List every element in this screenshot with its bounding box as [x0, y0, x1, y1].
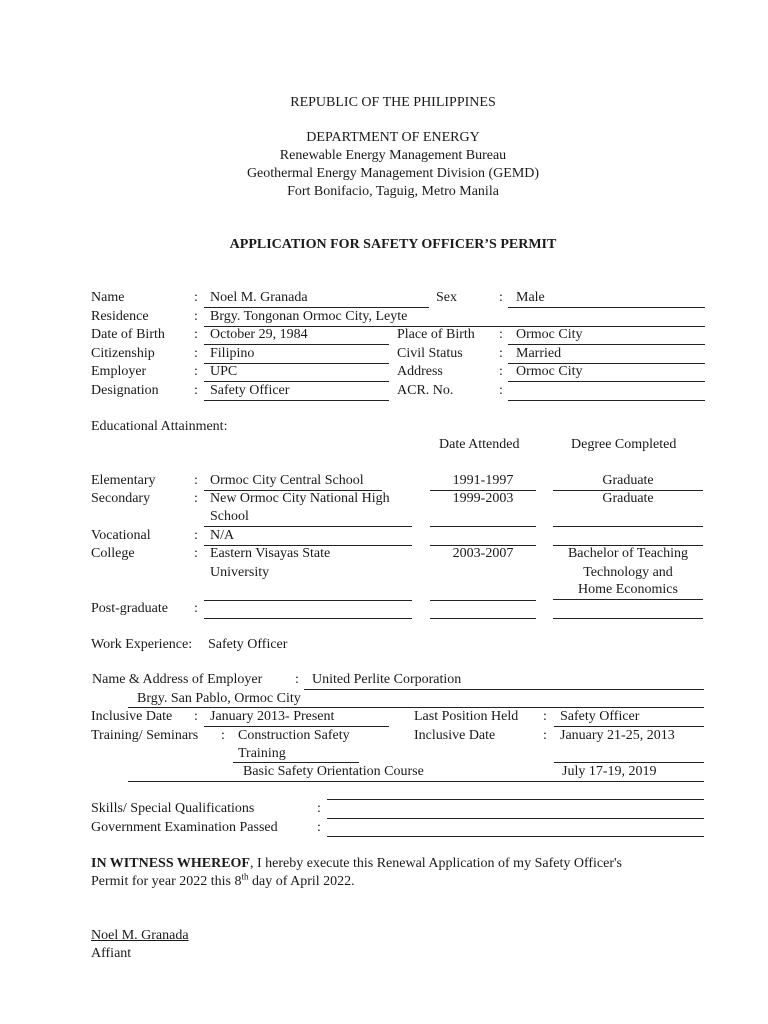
page-title: APPLICATION FOR SAFETY OFFICER’S PERMIT — [229, 237, 557, 252]
edu-level: Post-graduate — [91, 601, 168, 616]
last-position-label: Last Position Held — [414, 709, 519, 724]
sex-value: Male — [516, 290, 545, 305]
work-experience-label: Work Experience: — [91, 637, 193, 652]
training-label: Training/ Seminars — [91, 728, 199, 743]
civil-status-value: Married — [516, 346, 562, 361]
colon: : — [194, 601, 198, 616]
colon: : — [317, 801, 321, 816]
colon: : — [543, 728, 547, 743]
edu-degree: Graduate — [602, 473, 654, 488]
inclusive-date-label: Inclusive Date — [91, 709, 173, 724]
training-1-value: Construction Safety — [238, 728, 350, 743]
name-label: Name — [91, 290, 125, 305]
address-value: Ormoc City — [516, 364, 583, 379]
colon: : — [499, 290, 503, 305]
colon: : — [194, 309, 198, 324]
employer-name-value: United Perlite Corporation — [312, 672, 462, 687]
edu-level: Vocational — [91, 528, 151, 543]
training-2-underline — [128, 781, 704, 782]
pob-value: Ormoc City — [516, 327, 583, 342]
header-republic: REPUBLIC OF THE PHILIPPINES — [290, 95, 496, 110]
edu-underline — [430, 526, 536, 527]
pob-label: Place of Birth — [397, 327, 475, 342]
edu-underline — [204, 600, 412, 601]
employer-address-value: Brgy. San Pablo, Ormoc City — [137, 691, 301, 706]
edu-underline — [553, 599, 703, 600]
witness-text: Permit for year 2022 this 8 — [91, 874, 242, 889]
colon: : — [194, 327, 198, 342]
edu-school: Ormoc City Central School — [210, 473, 364, 488]
witness-statement — [91, 855, 622, 873]
residence-label: Residence — [91, 309, 149, 324]
edu-date: 2003-2007 — [452, 546, 514, 561]
header-division: Geothermal Energy Management Division (GEMD) — [246, 166, 540, 181]
residence-value: Brgy. Tongonan Ormoc City, Leyte — [210, 309, 408, 324]
designation-value: Safety Officer — [210, 383, 290, 398]
colon: : — [194, 709, 198, 724]
exam-underline — [327, 836, 704, 837]
colon: : — [499, 346, 503, 361]
edu-degree-cont: Home Economics — [578, 582, 678, 597]
employer-name-label: Name & Address of Employer — [92, 672, 263, 687]
sex-underline — [508, 307, 705, 308]
colon: : — [499, 364, 503, 379]
citizenship-label: Citizenship — [91, 346, 155, 361]
colon: : — [194, 491, 198, 506]
civil-status-label: Civil Status — [397, 346, 463, 361]
witness-text: day of April 2022. — [248, 874, 355, 889]
edu-date: 1991-1997 — [452, 473, 514, 488]
acr-underline — [508, 400, 705, 401]
col-date-attended: Date Attended — [439, 437, 520, 452]
header-department: DEPARTMENT OF ENERGY — [306, 130, 480, 145]
colon: : — [194, 346, 198, 361]
colon: : — [194, 290, 198, 305]
edu-level: College — [91, 546, 135, 561]
colon: : — [295, 672, 299, 687]
edu-school-cont: University — [210, 565, 270, 580]
skills-top-line — [327, 799, 704, 800]
edu-date: 1999-2003 — [452, 491, 514, 506]
designation-underline — [204, 400, 389, 401]
edu-underline — [553, 526, 703, 527]
skills-underline — [327, 818, 704, 819]
edu-school: New Ormoc City National High — [210, 491, 390, 506]
skills-label: Skills/ Special Qualifications — [91, 801, 255, 816]
witness-text: , I hereby execute this Renewal Application of my Safety Officer's — [249, 856, 622, 871]
training-2-value: Basic Safety Orientation Course — [243, 764, 424, 779]
colon: : — [543, 709, 547, 724]
colon: : — [194, 528, 198, 543]
training-1-value-cont: Training — [238, 746, 286, 761]
colon: : — [499, 327, 503, 342]
signature-role: Affiant — [91, 946, 132, 961]
colon: : — [221, 728, 225, 743]
colon: : — [317, 820, 321, 835]
work-experience-value: Safety Officer — [208, 637, 288, 652]
edu-underline — [553, 618, 703, 619]
inclusive-date-value: January 2013- Present — [210, 709, 335, 724]
header-address: Fort Bonifacio, Taguig, Metro Manila — [287, 184, 499, 199]
employer-name-underline — [304, 689, 704, 690]
col-degree-completed: Degree Completed — [571, 437, 677, 452]
edu-degree: Graduate — [602, 491, 654, 506]
designation-label: Designation — [91, 383, 159, 398]
employer-label: Employer — [91, 364, 147, 379]
witness-statement-cont — [91, 873, 355, 891]
header-bureau: Renewable Energy Management Bureau — [279, 148, 507, 163]
colon: : — [499, 383, 503, 398]
edu-school: Eastern Visayas State — [210, 546, 331, 561]
sex-label: Sex — [436, 290, 457, 305]
edu-level: Elementary — [91, 473, 156, 488]
colon: : — [194, 473, 198, 488]
edu-level: Secondary — [91, 491, 151, 506]
training-inclusive-label: Inclusive Date — [414, 728, 496, 743]
exam-label: Government Examination Passed — [91, 820, 278, 835]
edu-degree-cont: Technology and — [583, 565, 673, 580]
acr-label: ACR. No. — [397, 383, 454, 398]
training-2-date: July 17-19, 2019 — [562, 764, 657, 779]
witness-superscript: th — [241, 871, 249, 882]
edu-degree: Bachelor of Teaching — [567, 546, 689, 561]
edu-underline — [204, 618, 412, 619]
citizenship-value: Filipino — [210, 346, 255, 361]
colon: : — [194, 546, 198, 561]
address-label: Address — [397, 364, 443, 379]
edu-underline — [430, 618, 536, 619]
last-position-value: Safety Officer — [560, 709, 640, 724]
name-value: Noel M. Granada — [210, 290, 308, 305]
employer-value: UPC — [210, 364, 238, 379]
education-heading: Educational Attainment: — [91, 419, 228, 434]
dob-label: Date of Birth — [91, 327, 165, 342]
edu-underline — [204, 526, 412, 527]
signature-name: Noel M. Granada — [91, 928, 189, 943]
dob-value: October 29, 1984 — [210, 327, 308, 342]
address-underline — [508, 381, 705, 382]
witness-bold: IN WITNESS WHEREOF — [91, 856, 250, 871]
edu-underline — [430, 600, 536, 601]
edu-school: N/A — [210, 528, 235, 543]
colon: : — [194, 383, 198, 398]
edu-school-cont: School — [210, 509, 249, 524]
training-1-date: January 21-25, 2013 — [560, 728, 675, 743]
colon: : — [194, 364, 198, 379]
